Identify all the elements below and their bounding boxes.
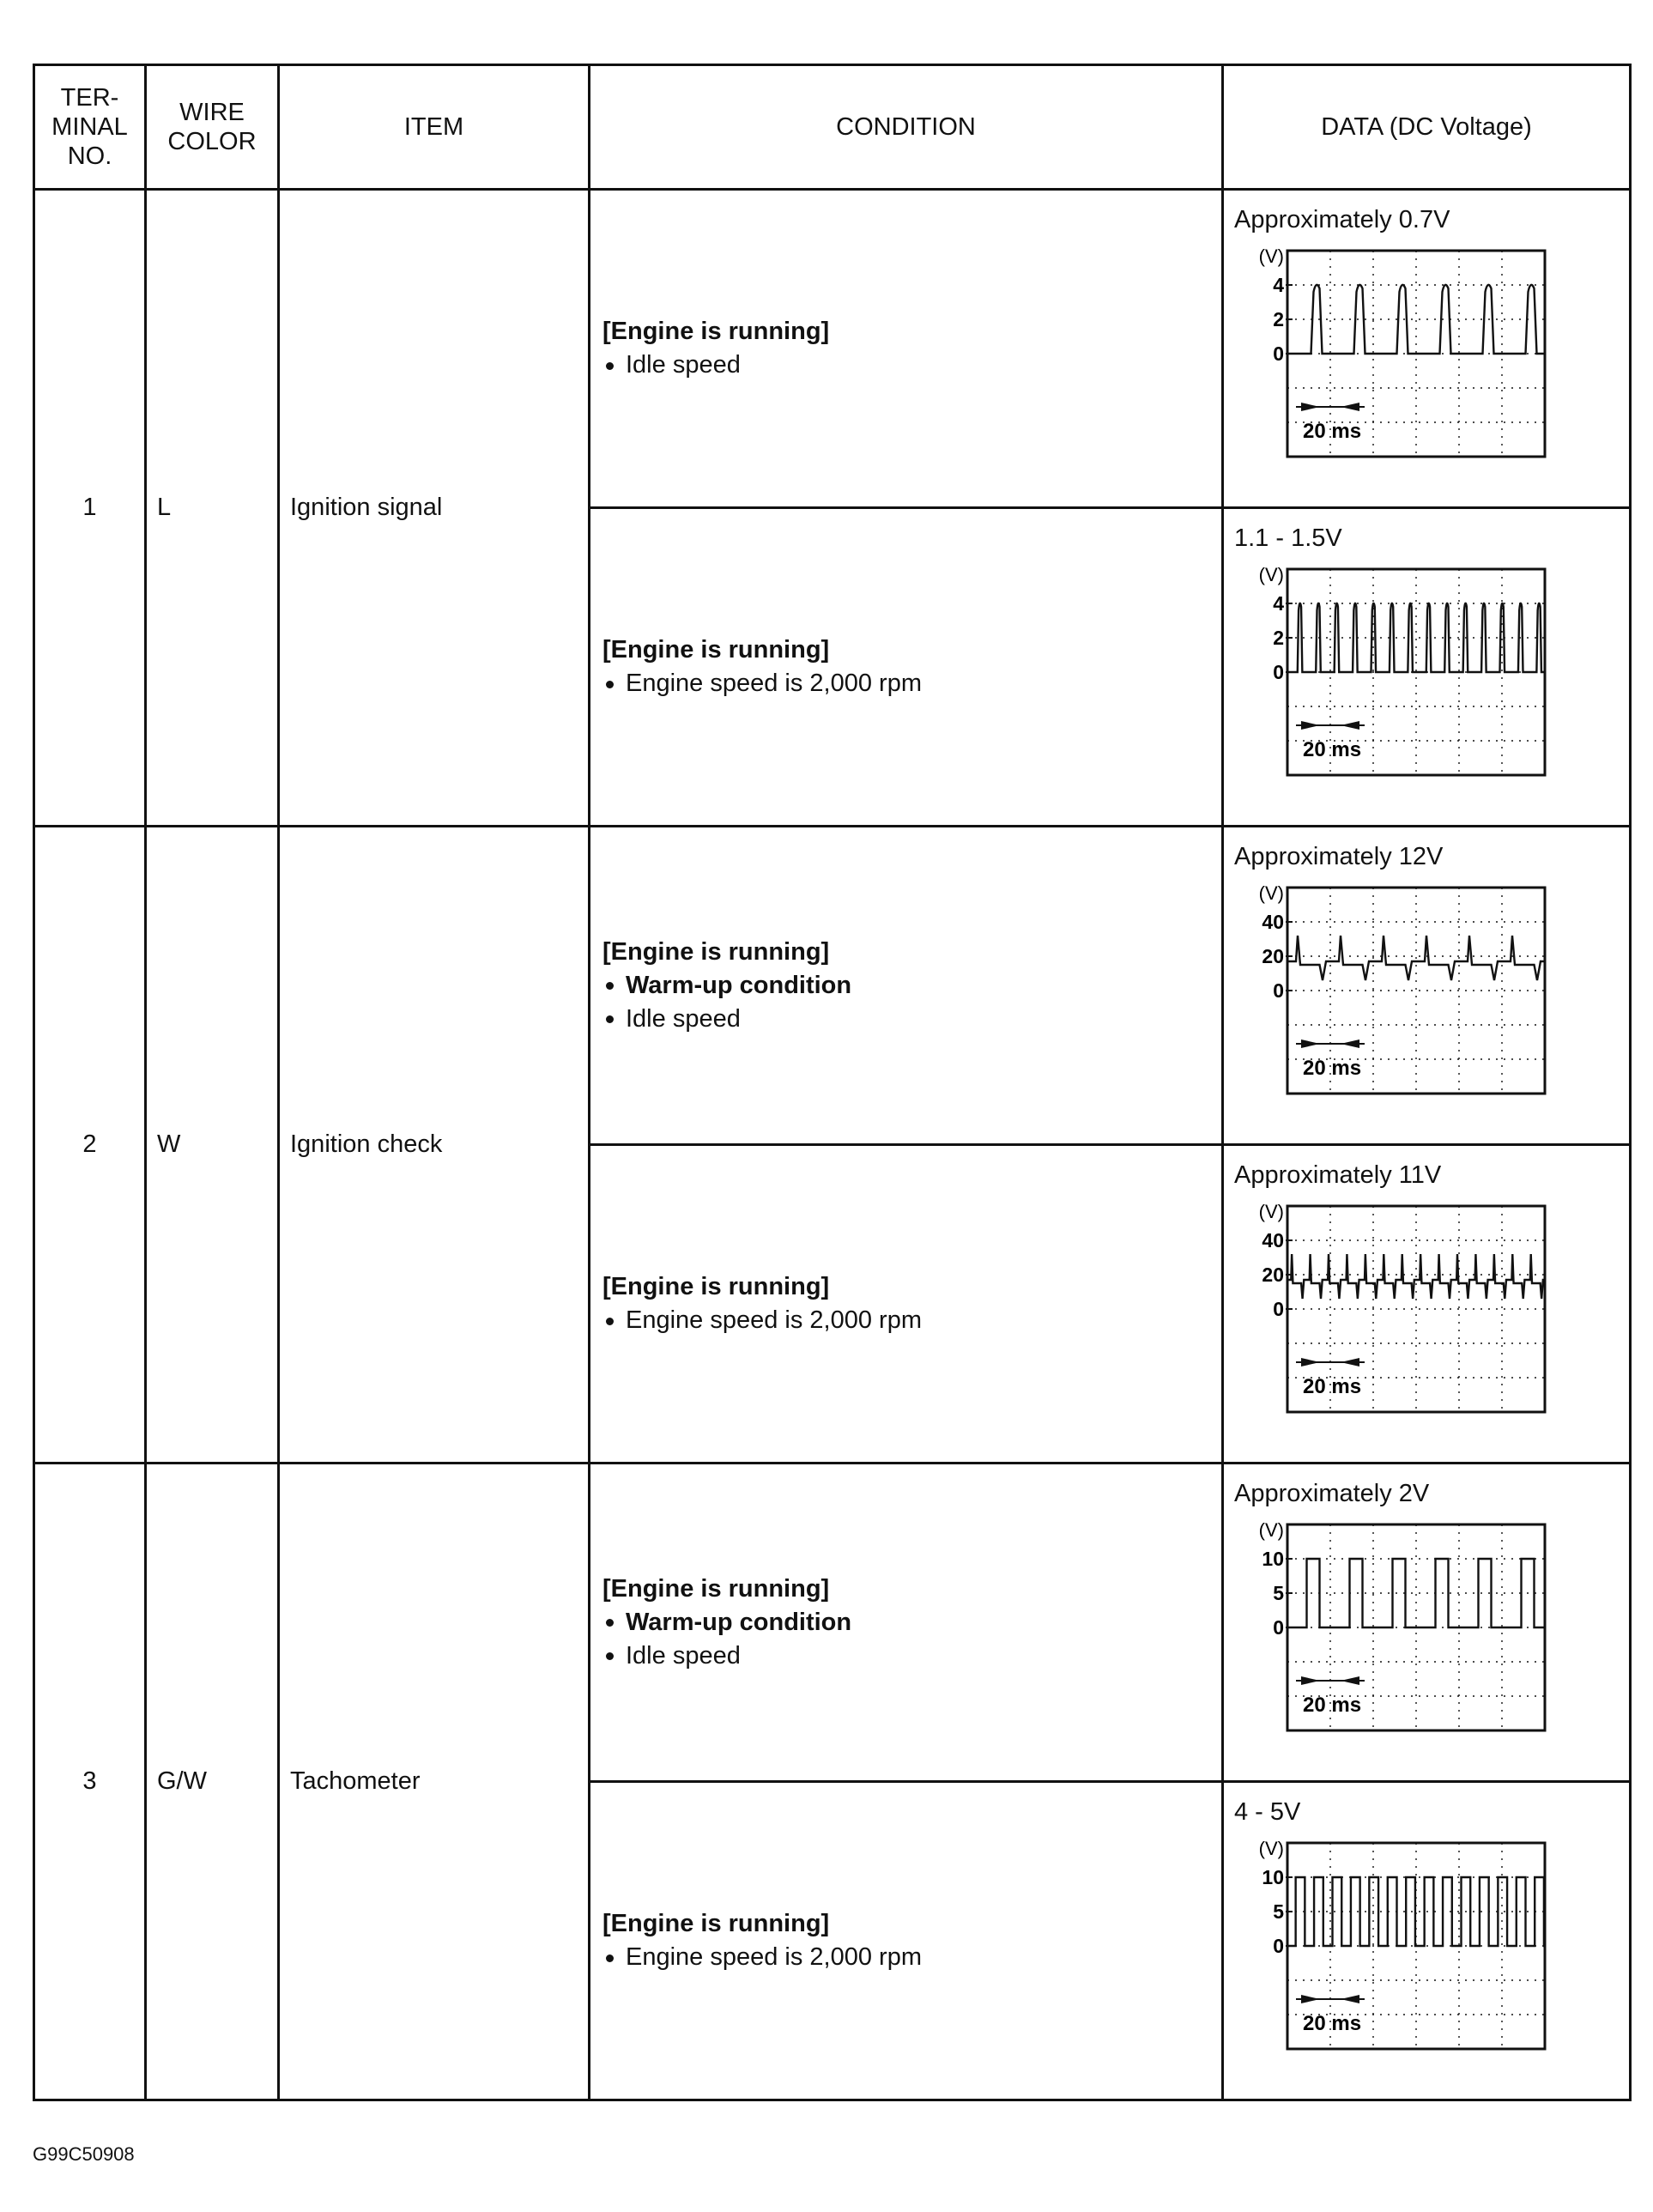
condition-bullet-text: Engine speed is 2,000 rpm: [626, 1306, 922, 1334]
condition-cell: [590, 508, 1223, 827]
bullet-dot-icon: [606, 1619, 614, 1627]
bullet-dot-icon: [606, 982, 614, 990]
terminal-number: 1: [34, 190, 146, 827]
condition-bullet: [602, 969, 1221, 1003]
scope-y-tick-label: 10: [1262, 1866, 1284, 1888]
scope-time-arrow-left: [1341, 1039, 1359, 1048]
oscilloscope-waveform: [1234, 1523, 1548, 1736]
scope-y-tick-label: 40: [1262, 1229, 1284, 1251]
scope-y-tick-label: 20: [1262, 945, 1284, 967]
condition-heading: [Engine is running]: [602, 937, 830, 966]
terminal-number: 3: [34, 1464, 146, 2100]
data-cell: [1223, 1464, 1631, 1782]
scope-time-arrow-left: [1341, 403, 1359, 411]
header-item: ITEM: [279, 65, 590, 190]
data-cell: [1223, 508, 1631, 827]
condition-bullet-text: Idle speed: [626, 1004, 741, 1033]
table-row: [34, 1464, 1631, 1782]
wire-color: G/W: [146, 1464, 279, 2100]
data-cell: [1223, 1145, 1631, 1464]
scope-time-arrow-right: [1301, 1676, 1320, 1685]
bullet-dot-icon: [606, 1318, 614, 1325]
scope-y-tick-label: 10: [1262, 1548, 1284, 1570]
bullet-dot-icon: [606, 681, 614, 688]
terminal-data-table: [33, 64, 1632, 2101]
item-name: Ignition check: [279, 827, 590, 1464]
terminal-number: 2: [34, 827, 146, 1464]
scope-time-label: 20 ms: [1303, 738, 1362, 761]
oscilloscope-figure: [1234, 567, 1548, 777]
oscilloscope-waveform: [1234, 1204, 1548, 1418]
wire-color: W: [146, 827, 279, 1464]
oscilloscope-figure: [1234, 886, 1548, 1095]
scope-y-unit: (V): [1258, 567, 1284, 585]
oscilloscope-figure: [1234, 1841, 1548, 2051]
condition-cell: [590, 1145, 1223, 1464]
condition-heading: [Engine is running]: [602, 1273, 830, 1300]
item-name: Ignition signal: [279, 190, 590, 827]
data-cell: [1223, 1782, 1631, 2100]
condition-heading: [Engine is running]: [602, 318, 830, 345]
voltage-value: Approximately 12V: [1234, 843, 1444, 870]
oscilloscope-waveform: [1234, 886, 1548, 1100]
scope-y-tick-label: 0: [1273, 1616, 1284, 1639]
scope-time-label: 20 ms: [1303, 1375, 1362, 1398]
condition-heading: [Engine is running]: [602, 1910, 830, 1937]
bullet-dot-icon: [606, 362, 614, 370]
scope-y-tick-label: 0: [1273, 1935, 1284, 1957]
scope-time-arrow-left: [1341, 1995, 1359, 2003]
header-terminal-no: [34, 65, 146, 190]
condition-bullet: [602, 1639, 1221, 1673]
scope-time-arrow-left: [1341, 1676, 1359, 1685]
scope-y-unit: (V): [1258, 249, 1284, 267]
scope-y-tick-label: 4: [1273, 592, 1284, 615]
scope-time-label: 20 ms: [1303, 1057, 1362, 1080]
scope-y-tick-label: 40: [1262, 911, 1284, 933]
scope-y-unit: (V): [1258, 886, 1284, 904]
condition-bullet-text: Idle speed: [626, 351, 741, 379]
data-cell: [1223, 190, 1631, 508]
header-wire-color: [146, 65, 279, 190]
voltage-value: Approximately 0.7V: [1234, 206, 1450, 233]
table-row: [34, 827, 1631, 1145]
condition-cell: [590, 190, 1223, 508]
voltage-value: Approximately 2V: [1234, 1480, 1430, 1507]
oscilloscope-figure: [1234, 249, 1548, 458]
scope-y-unit: (V): [1258, 1204, 1284, 1222]
bullet-dot-icon: [606, 1015, 614, 1023]
scope-y-unit: (V): [1258, 1523, 1284, 1541]
oscilloscope-waveform: [1234, 567, 1548, 781]
voltage-value: 1.1 - 1.5V: [1234, 524, 1342, 552]
condition-bullet: [602, 1304, 1221, 1337]
scope-time-arrow-left: [1341, 721, 1359, 730]
scope-y-tick-label: 2: [1273, 308, 1284, 330]
oscilloscope-figure: [1234, 1523, 1548, 1732]
condition-heading: [Engine is running]: [602, 1574, 830, 1603]
scope-y-tick-label: 2: [1273, 627, 1284, 649]
scope-time-arrow-right: [1301, 1039, 1320, 1048]
scope-y-unit: (V): [1258, 1841, 1284, 1859]
condition-bullet: [602, 348, 1221, 382]
scope-time-arrow-right: [1301, 1358, 1320, 1367]
scope-y-tick-label: 20: [1262, 1264, 1284, 1286]
bullet-dot-icon: [606, 1652, 614, 1660]
condition-bullet-text: Warm-up condition: [626, 971, 852, 999]
condition-heading: [Engine is running]: [602, 636, 830, 664]
condition-bullet-text: Warm-up condition: [626, 1608, 852, 1636]
oscilloscope-figure: [1234, 1204, 1548, 1414]
table-row: [34, 190, 1631, 508]
scope-y-tick-label: 0: [1273, 1298, 1284, 1320]
header-wire-line: COLOR: [167, 128, 257, 155]
condition-bullet-text: Engine speed is 2,000 rpm: [626, 670, 922, 697]
condition-bullet: [602, 1003, 1221, 1036]
table-body: [34, 190, 1631, 2100]
oscilloscope-waveform: [1234, 249, 1548, 463]
figure-code: G99C50908: [33, 2143, 135, 2165]
scope-time-arrow-right: [1301, 403, 1320, 411]
header-terminal-line: TER-: [60, 84, 119, 112]
voltage-value: Approximately 11V: [1234, 1161, 1442, 1189]
scope-y-tick-label: 5: [1273, 1900, 1284, 1923]
condition-bullet-text: Idle speed: [626, 1641, 741, 1670]
condition-cell: [590, 827, 1223, 1145]
table-header-row: [34, 65, 1631, 190]
header-wire-line: WIRE: [179, 99, 245, 126]
condition-bullet-text: Engine speed is 2,000 rpm: [626, 1943, 922, 1971]
scope-time-arrow-right: [1301, 721, 1320, 730]
scope-time-arrow-right: [1301, 1995, 1320, 2003]
condition-bullet: [602, 1941, 1221, 1974]
scope-time-label: 20 ms: [1303, 2012, 1362, 2035]
header-terminal-line: MINAL: [51, 113, 128, 141]
condition-cell: [590, 1782, 1223, 2100]
header-condition: CONDITION: [590, 65, 1223, 190]
bullet-dot-icon: [606, 1954, 614, 1962]
item-name: Tachometer: [279, 1464, 590, 2100]
header-terminal-line: NO.: [67, 142, 112, 170]
condition-bullet: [602, 1606, 1221, 1639]
voltage-value: 4 - 5V: [1234, 1798, 1301, 1826]
data-cell: [1223, 827, 1631, 1145]
scope-y-tick-label: 0: [1273, 661, 1284, 683]
oscilloscope-waveform: [1234, 1841, 1548, 2055]
scope-time-arrow-left: [1341, 1358, 1359, 1367]
scope-y-tick-label: 0: [1273, 979, 1284, 1002]
wire-color: L: [146, 190, 279, 827]
scope-y-tick-label: 5: [1273, 1582, 1284, 1604]
page: [33, 64, 1629, 2141]
header-data: DATA (DC Voltage): [1223, 65, 1631, 190]
scope-y-tick-label: 4: [1273, 274, 1284, 296]
scope-y-tick-label: 0: [1273, 342, 1284, 365]
condition-bullet: [602, 667, 1221, 700]
condition-cell: [590, 1464, 1223, 1782]
scope-time-label: 20 ms: [1303, 1694, 1362, 1717]
scope-time-label: 20 ms: [1303, 420, 1362, 443]
